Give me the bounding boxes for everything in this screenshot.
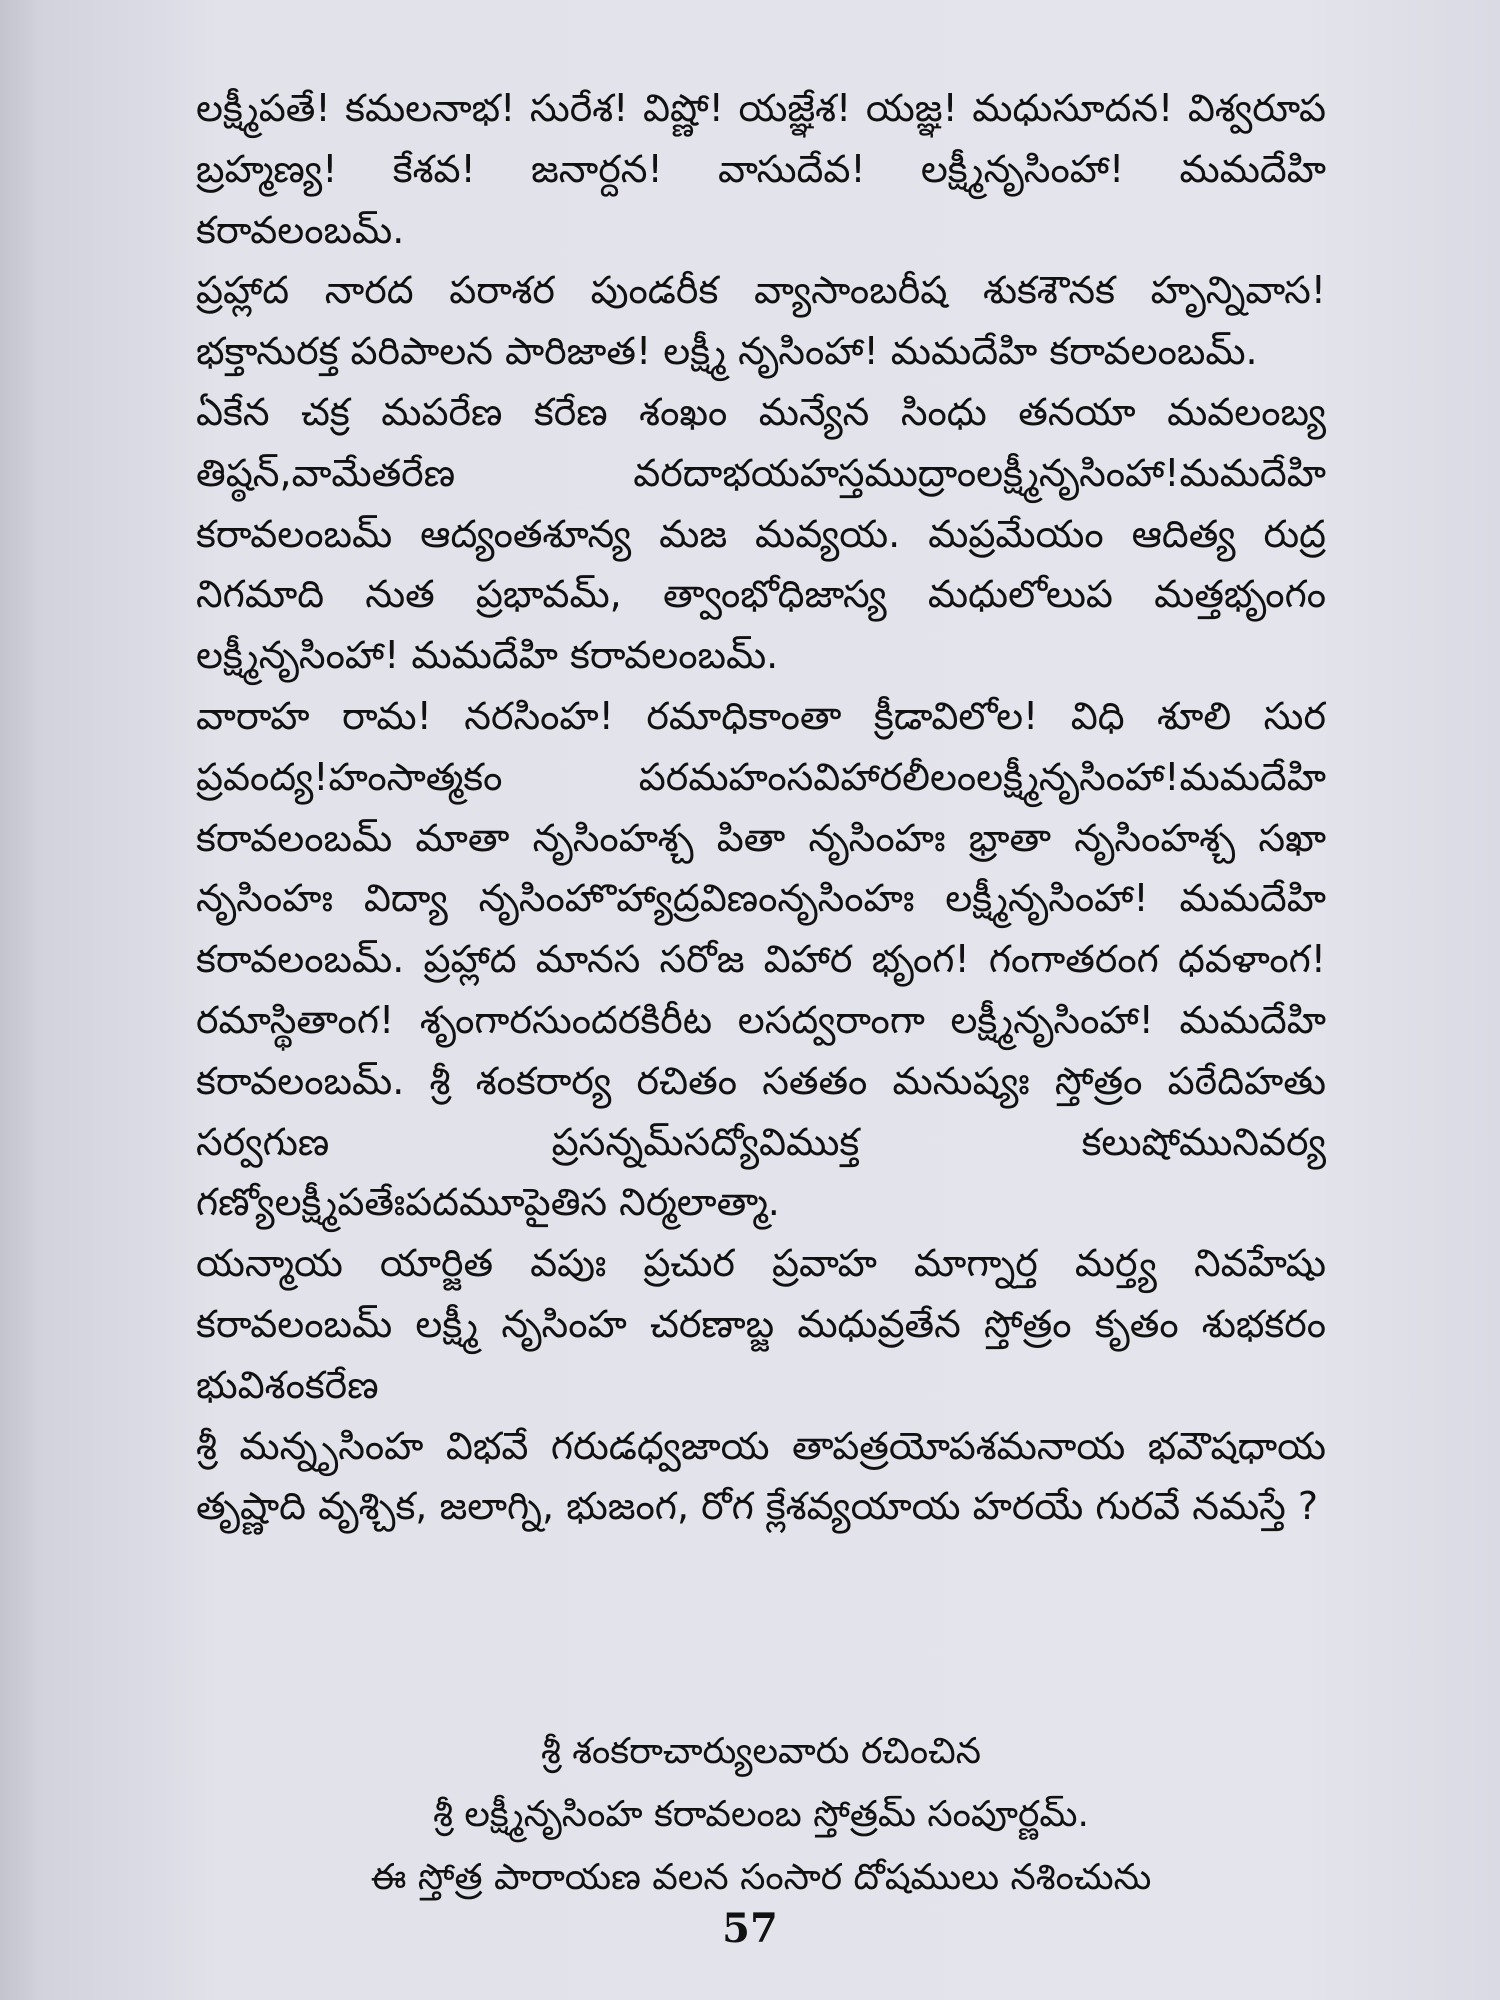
- page-edge-shadow: [0, 0, 40, 2000]
- closing-line-2: శ్రీ లక్ష్మీనృసింహ కరావలంబ స్తోత్రమ్ సంపూర్ణమ్.: [433, 1794, 1089, 1835]
- paragraph-3: ఏకేన చక్ర మపరేణ కరేణ శంఖం మన్యేన సింధు తనయా మవలంబ్య తిష్ఠన్,వామేతరేణ వరదాభయహస్తముద్రాంలక్ష్మీనృసింహా!మమదేహి కరావలంబమ్ ఆద్యంతశూన్య మజ మవ్యయ. మప్రమేయం ఆదిత్య రుద్ర నిగమాది నుత ప్రభావమ్, త్వాంభోధిజాస్య మధులోలుప మత్తభృంగం లక్ష్మీనృసింహా! మమదేహి కరావలంబమ్.: [196, 389, 1326, 678]
- paragraph-5: యన్మాయ యార్జిత వపుః ప్రచుర ప్రవాహ మాగ్నార్త మర్త్య నివహేషు కరావలంబమ్ లక్ష్మీ నృసింహ చరణాబ్జ మధువ్రతేన స్తోత్రం కృతం శుభకరం భువిశంకరేణ: [196, 1241, 1326, 1407]
- closing-block: [196, 1720, 1326, 1909]
- paragraph-4: వారాహ రామ! నరసింహ! రమాధికాంతా క్రీడావిలోల! విధి శూలి సుర ప్రవంద్య!హంసాత్మకం పరమహంసవిహారలీలంలక్ష్మీనృసింహా!మమదేహి కరావలంబమ్ మాతా నృసింహశ్చ పితా నృసింహః భ్రాతా నృసింహశ్చ సఖా నృసింహః విద్యా నృసింహొహ్యాద్రవిణంనృసింహః లక్ష్మీనృసింహా! మమదేహి కరావలంబమ్. ప్రహ్లాద మానస సరోజ విహార భృంగ! గంగాతరంగ ధవళాంగ! రమాస్థితాంగ! శృంగారసుందరకిరీట లసద్వరాంగా లక్ష్మీనృసింహా! మమదేహి కరావలంబమ్. శ్రీ శంకరార్య రచితం సతతం మనుష్యః స్తోత్రం పఠేదిహతు సర్వగుణ ప్రసన్నమ్‌సద్యోవిముక్త కలుషోమునివర్య గణ్యోలక్ష్మీపతేఃపదమూపైతిస నిర్మలాత్మా.: [196, 693, 1326, 1225]
- page-number: 57: [722, 1905, 778, 1952]
- paragraph-6: శ్రీ మన్నృసింహ విభవే గరుడధ్వజాయ తాపత్రయోపశమనాయ భవౌషధాయ తృష్ణాది వృశ్చిక, జలాగ్ని, భుజంగ, రోగ క్లేశవ్యయాయ హరయే గురవే నమస్తే ?: [196, 1423, 1326, 1529]
- paragraph-1: లక్ష్మీపతే! కమలనాభ! సురేశ! విష్ణో! యజ్ఞేశ! యజ్ఞ! మధుసూదన! విశ్వరూప బ్రహ్మణ్య! కేశవ! జనార్దన! వాసుదేవ! లక్ష్మీనృసింహా! మమదేహి కరావలంబమ్.: [196, 86, 1326, 252]
- closing-line-1: శ్రీ శంకరాచార్యులవారు రచించిన: [541, 1731, 981, 1772]
- closing-line-3: ఈ స్తోత్ర పారాయణ వలన సంసార దోషములు నశించును: [370, 1857, 1152, 1898]
- stotram-body: [196, 78, 1326, 1537]
- paragraph-2: ప్రహ్లాద నారద పరాశర పుండరీక వ్యాసాంబరీష శుకశౌనక హృన్నివాస! భక్తానురక్త పరిపాలన పారిజాత! లక్ష్మీ నృసింహా! మమదేహి కరావలంబమ్.: [196, 268, 1326, 374]
